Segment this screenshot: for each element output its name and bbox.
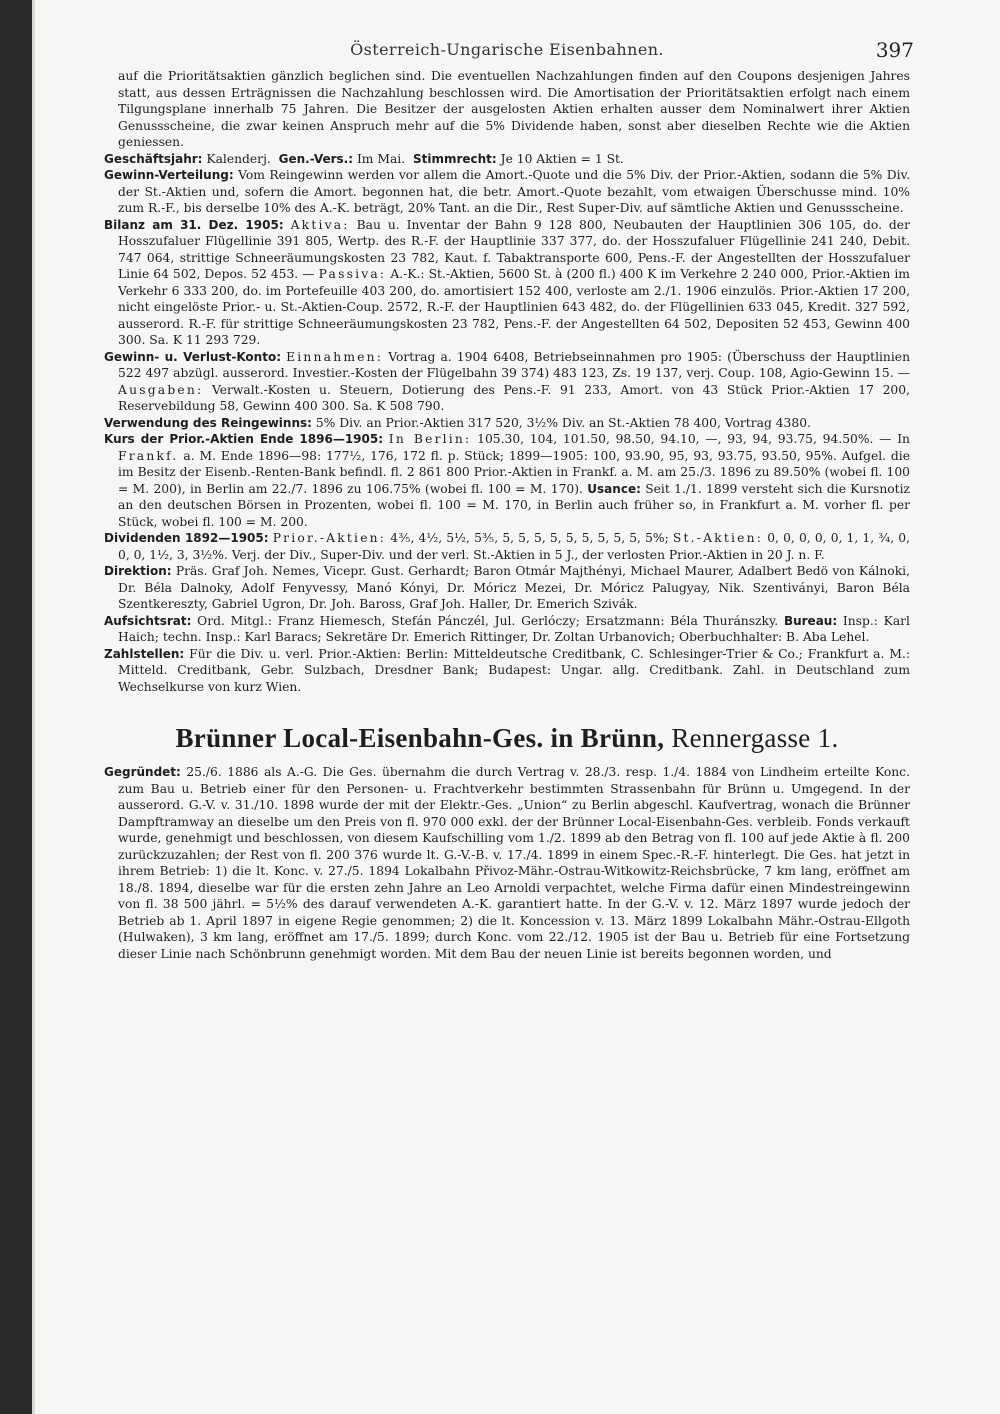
heading-company: Brünner Local-Eisenbahn-Ges. in Brünn, <box>175 723 665 753</box>
paragraph-direktion <box>104 563 910 613</box>
text-zahlstellen: Für die Div. u. verl. Prior.-Aktien: Berlin: Mitteldeutsche Creditbank, C. Schlesinger-Trier & Co.; Frankfurt a. M.: Mitteld. Creditbank, Gebr. Sulzbach, Dresdner Bank; Budapest: Ungar. allg. Creditbank. Zahl. in Deutschland zum Wechselkurse von kurz Wien. <box>118 646 910 694</box>
document-page <box>104 0 914 962</box>
text-bilanz-aktiva: Bau u. Inventar der Bahn 9 128 800, Neubauten der Hauptlinien 306 105, do. der Hosszufaluer Flügellinie 391 805, Wertp. des R.-F. der Hauptlinie 337 377, do. der Hosszufaluer Flügellinie 241 240, Debit. 747 064, strittige Schneeräumungskosten 23 782, Kaut. f. Tabaktransporte 600, Pens.-F. der Angestellten der Hosszufaluer Linie 64 502, Depos. 52 453. — <box>118 217 910 281</box>
label-stimmrecht: Stimmrecht: <box>412 151 497 166</box>
paragraph-gegruendet <box>104 764 910 962</box>
label-geschaeftsjahr: Geschäftsjahr: <box>104 151 203 166</box>
text-direktion: Präs. Graf Joh. Nemes, Vicepr. Gust. Gerhardt; Baron Otmár Majthényi, Michael Maurer, Adalbert Bedö von Kálnoki, Dr. Béla Dalnoky, Adolf Fenyvessy, Manó Kónyi, Dr. Móricz Mezei, Dr. Móricz Palugyay, Nik. Szentiványi, Baron Béla Szentkereszty, Gabriel Ugron, Dr. Joh. Baross, Graf Joh. Haller, Dr. Emerich Szivák. <box>118 564 910 611</box>
label-gegruendet: Gegründet: <box>104 765 181 779</box>
label-einnahmen: Einnahmen: <box>286 349 384 364</box>
paragraph-geschaeftsjahr <box>104 151 910 168</box>
text-gegruendet: 25./6. 1886 als A.-G. Die Ges. übernahm die durch Vertrag v. 28./3. resp. 1./4. 1884 von Lindheim erteilte Konc. zum Bau u. Betrieb einer für den Personen- u. Frachtverkehr bestimmten Strassenbahn für Brünn u. Umgegend. In der ausserord. G.-V. v. 31./10. 1898 wurde der mit der Elektr.-Ges. „Union“ zu Berlin abgeschl. Kaufvertrag, wonach die Brünner Dampftramway an dieselbe um den Preis von fl. 970 000 exkl. der der Brünner Local-Eisenbahn-Ges. verbleib. Fonds verkauft wurde, genehmigt und beschlossen, von diesem Kaufschilling vom 1./2. 1899 ab den Betrag von fl. 100 auf jede Aktie à fl. 200 zurückzuzahlen; der Rest von fl. 200 376 wurde lt. G.-V.-B. v. 17./4. 1899 in einem Spec.-R.-F. hinterlegt. Die Ges. hat jetzt in ihrem Betrieb: 1) die lt. Konc. v. 27./5. 1894 Lokalbahn Přivoz-Mähr.-Ostrau-Witkowitz-Reichsbrücke, 7 km lang, eröffnet am 18./8. 1894, dieselbe war für die ersten zehn Jahre an Leo Arnoldi verpachtet, welche Firma dafür einen Mindestreingewinn von fl. 38 500 jährl. = 5½% des darauf verwendeten A.-K. garantiert hatte. In der G.-V. v. 12. März 1897 wurde jedoch der Betrieb ab 1. April 1897 in eigene Regie genommen; 2) die lt. Koncession v. 13. März 1899 Lokalbahn Mähr.-Ostrau-Ellgoth (Hulwaken), 3 km lang, eröffnet am 17./5. 1899; durch Konc. vom 22./12. 1905 ist der Bau u. Betrieb für eine Fortsetzung dieser Linie nach Schönbrunn genehmigt worden. Mit dem Bau der neuen Linie ist bereits begonnen worden, und <box>118 765 910 961</box>
label-kurs-berlin: In Berlin: <box>388 432 472 446</box>
label-gewinn-verlust: Gewinn- u. Verlust-Konto: <box>104 349 281 364</box>
heading-address: Rennergasse 1. <box>671 723 839 753</box>
label-verwendung: Verwendung des Reingewinns: <box>104 415 312 430</box>
paragraph-zahlstellen <box>104 646 910 696</box>
text-kurs-berlin: 105.30, 104, 101.50, 98.50, 94.10, —, 93, 94, 93.75, 94.50%. — In <box>477 432 910 446</box>
text-bureau: Insp.: Karl Haich; techn. Insp.: Karl Baracs; Sekretäre Dr. Emerich Rittinger, Dr. Zoltan Urbanovich; Oberbuchhalter: B. Aba Lehel. <box>118 613 910 644</box>
label-div-st: St.-Aktien: <box>672 531 764 545</box>
section-oesterr-ungar-bahn <box>104 68 910 695</box>
label-ausgaben: Ausgaben: <box>118 382 204 397</box>
page-number: 397 <box>875 38 914 62</box>
text-div-prior: 4⅗, 4½, 5½, 5⅗, 5, 5, 5, 5, 5, 5, 5, 5, 5, 5%; <box>390 531 669 545</box>
text-kurs-frankfurt: a. M. Ende 1896—98: 177½, 176, 172 fl. p. Stück; 1899—1905: 100, 93.90, 95, 93, 93.75, 93.50, 95%. Aufgel. die im Besitz der Eisenb.-Renten-Bank befindl. fl. 2 861 800 Prior.-Aktien in Frankf. a. M. am 25./3. 1896 zu 89.50% (wobei fl. 100 = M. 200), in Berlin am 22./7. 1896 zu 106.75% (wobei fl. 100 = M. 170). <box>118 448 910 496</box>
label-aktiva: Aktiva: <box>290 217 350 232</box>
text-verwendung: 5% Div. an Prior.-Aktien 317 520, 3½% Div. an St.-Aktien 78 400, Vortrag 4380. <box>315 415 811 430</box>
label-zahlstellen: Zahlstellen: <box>104 646 185 661</box>
text-stimmrecht: Je 10 Aktien = 1 St. <box>500 151 624 166</box>
label-aufsichtsrat: Aufsichtsrat: <box>104 613 192 628</box>
label-bureau: Bureau: <box>783 613 838 628</box>
label-direktion: Direktion: <box>104 564 172 578</box>
label-usance: Usance: <box>587 481 641 496</box>
page-header <box>104 0 914 68</box>
text-einnahmen: Vortrag a. 1904 6408, Betriebseinnahmen pro 1905: (Überschuss der Hauptlinien 522 497 abzügl. ausserord. Investier.-Kosten der Flügelbahn 39 374) 483 123, Zs. 19 137, verj. Coup. 108, Agio-Gewinn 15. — <box>118 349 910 380</box>
text-bilanz-passiva: A.-K.: St.-Aktien, 5600 St. à (200 fl.) 400 K im Verkehre 2 240 000, Prior.-Aktien im Verkehr 6 333 200, do. im Portefeuille 403 200, do. amortisiert 152 400, verloste am 2./1. 1906 einzulös. Prior.-Aktien 17 200, nicht eingelöste Prior.- u. St.-Aktien-Coup. 2572, R.-F. der Hauptlinien 643 482, do. der Flügellinien 633 045, Kredit. 327 592, ausserord. R.-F. für strittige Schneeräumungskosten 23 782, Pens.-F. der Angestellten 64 502, Depositen 52 453, Gewinn 400 300. Sa. K 11 293 729. <box>118 267 910 347</box>
paragraph-kurs <box>104 431 910 530</box>
paragraph-gewinn-verteilung <box>104 167 910 217</box>
page-edge <box>32 0 35 1414</box>
label-bilanz: Bilanz am 31. Dez. 1905: <box>104 217 284 232</box>
label-gen-vers: Gen.-Vers.: <box>278 151 354 166</box>
book-binding-edge <box>0 0 32 1414</box>
text-geschaeftsjahr: Kalenderj. <box>206 151 271 166</box>
paragraph-intro: auf die Prioritätsaktien gänzlich beglichen sind. Die eventuellen Nachzahlungen finden auf den Coupons desjenigen Jahres statt, aus dessen Erträgnissen die Nachzahlung beschlossen wird. Die Amortisation der Prioritätsaktien erfolgt nach einem Tilgungsplane innerhalb 75 Jahren. Die Besitzer der ausgelosten Aktien erhalten ausser dem Nominalwert ihrer Aktien Genussscheine, die zwar keinen Anspruch mehr auf die 5% Dividende haben, sonst aber dieselben Rechte wie die Aktien geniessen. <box>118 69 910 149</box>
text-usance: Seit 1./1. 1899 versteht sich die Kursnotiz an den deutschen Börsen in Prozenten, wobei fl. 100 = M. 170, in Berlin auch früher so, in Frankfurt a. M. vorher fl. per Stück, wobei fl. 100 = M. 200. <box>118 481 910 529</box>
label-div-prior: Prior.-Aktien: <box>272 531 387 545</box>
text-div-st: 0, 0, 0, 0, 0, 1, 1, ¾, 0, 0, 0, 1½, 3, 3½%. Verj. der Div., Super-Div. und der verl. St.-Aktien in 5 J., der verlosten Prior.-Aktien in 20 J. n. F. <box>118 531 910 562</box>
label-kurs: Kurs der Prior.-Aktien Ende 1896—1905: <box>104 432 384 446</box>
label-gewinn-verteilung: Gewinn-Verteilung: <box>104 168 234 182</box>
paragraph-dividenden <box>104 530 910 563</box>
text-gen-vers: Im Mai. <box>356 151 406 166</box>
paragraph-gewinn-verlust <box>104 349 910 415</box>
paragraph-verwendung <box>104 415 910 432</box>
text-ausgaben: Verwalt.-Kosten u. Steuern, Dotierung des Pens.-F. 91 233, Amort. von 43 Stück Prior.-Aktien 17 200, Reservebildung 58, Gewinn 400 300. Sa. K 508 790. <box>118 382 910 413</box>
label-dividenden: Dividenden 1892—1905: <box>104 531 269 545</box>
section-bruenner-local <box>104 764 910 962</box>
running-title: Österreich-Ungarische Eisenbahnen. <box>350 40 664 59</box>
paragraph-aufsichtsrat <box>104 613 910 646</box>
text-aufsichtsrat: Ord. Mitgl.: Franz Hiemesch, Stefán Pánczél, Jul. Gerlóczy; Ersatzmann: Béla Thuránszky. <box>197 613 779 628</box>
label-passiva: Passiva: <box>318 267 387 281</box>
section-heading-bruenner <box>104 723 910 754</box>
paragraph-bilanz <box>104 217 910 349</box>
label-kurs-frankfurt: Frankf. <box>118 448 179 463</box>
text-gewinn-verteilung: Vom Reingewinn werden vor allem die Amort.-Quote und die 5% Div. der Prior.-Aktien, sodann die 5% Div. der St.-Aktien und, sofern die Amort. begonnen hat, die betr. Amort.-Quote bezahlt, vom etwaigen Überschusse mind. 10% zum R.-F., bis derselbe 10% des A.-K. beträgt, 20% Tant. an die Dir., Rest Super-Div. auf sämtliche Aktien und Genussscheine. <box>118 168 910 215</box>
